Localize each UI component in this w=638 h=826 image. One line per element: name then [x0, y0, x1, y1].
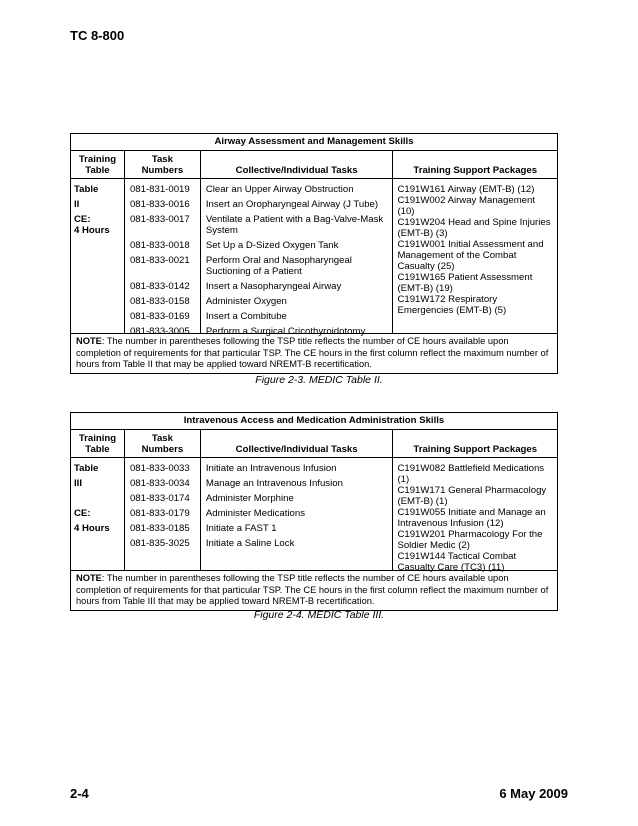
figure-caption: Figure 2-3. MEDIC Table II. — [255, 374, 383, 386]
note — [71, 571, 558, 611]
task-number: 081-833-0018 — [129, 240, 190, 251]
tasks-cell — [200, 179, 393, 337]
table-medic-iii — [70, 412, 558, 611]
table-title: Airway Assessment and Management Skills — [71, 134, 558, 151]
tsp-item: C191W055 Initiate and Manage an Intravenous Infusion (12) — [397, 507, 546, 529]
ce-label: CE: — [74, 214, 91, 225]
tasks-cell — [200, 458, 393, 571]
col-tasks: Collective/Individual Tasks — [200, 430, 393, 458]
table-label: Table — [74, 184, 99, 195]
task-name: Insert a Combitube — [205, 311, 287, 322]
task-number: 081-833-0034 — [129, 478, 190, 489]
task-number: 081-833-0017 — [129, 214, 190, 225]
task-name: Initiate a Saline Lock — [205, 538, 295, 549]
col-tasks: Collective/Individual Tasks — [200, 151, 393, 179]
tsp-item: C191W161 Airway (EMT-B) (12) — [397, 184, 535, 195]
table-medic-ii — [70, 133, 558, 374]
task-name: Administer Morphine — [205, 493, 294, 504]
task-name: Administer Oxygen — [205, 296, 287, 307]
task-number: 081-833-3005 — [129, 326, 190, 337]
task-number: 081-833-0185 — [129, 523, 190, 534]
table-title: Intravenous Access and Medication Administration Skills — [71, 413, 558, 430]
task-number: 081-835-3025 — [129, 538, 190, 549]
note — [71, 334, 558, 374]
note-text: : The number in parentheses following the TSP title reflects the number of CE hours available upon completion of requirements for that particular TSP. The CE hours in the first column reflect the maximum number of hours from Table II that may be applied toward NREMT-B recertification. — [76, 336, 549, 369]
col-training-table: Training Table — [71, 430, 125, 458]
task-name: Administer Medications — [205, 508, 306, 519]
publication-date: 6 May 2009 — [499, 786, 568, 801]
task-number: 081-833-0021 — [129, 255, 190, 266]
task-name: Manage an Intravenous Infusion — [205, 478, 343, 489]
tsp-item: C191W204 Head and Spine Injuries (EMT-B) (3) — [397, 217, 551, 239]
training-table-cell — [71, 179, 125, 334]
tsp-cell — [393, 458, 558, 571]
tsp-item: C191W171 General Pharmacology (EMT-B) (1) — [397, 485, 547, 507]
page-number: 2-4 — [70, 786, 89, 801]
tsp-item: C191W201 Pharmacology For the Soldier Medic (2) — [397, 529, 543, 551]
task-number: 081-833-0174 — [129, 493, 190, 504]
col-task-numbers: Task Numbers — [124, 430, 200, 458]
tsp-item: C191W165 Patient Assessment (EMT-B) (19) — [397, 272, 533, 294]
tsp-item: C191W002 Airway Management (10) — [397, 195, 536, 217]
table-number: II — [74, 199, 80, 210]
note-label: NOTE — [76, 336, 102, 346]
tsp-item: C191W144 Tactical Combat Casualty Care (TC3) (11) — [397, 551, 517, 573]
col-tsp: Training Support Packages — [393, 430, 558, 458]
ce-hours: 4 Hours — [74, 523, 110, 534]
tsp-item: C191W082 Battlefield Medications (1) — [397, 463, 545, 485]
task-name: Insert a Nasopharyngeal Airway — [205, 281, 342, 292]
task-name: Initiate an Intravenous Infusion — [205, 463, 337, 474]
note-label: NOTE — [76, 573, 102, 583]
document-id: TC 8-800 — [70, 28, 125, 43]
col-training-table: Training Table — [71, 151, 125, 179]
task-number: 081-833-0179 — [129, 508, 190, 519]
task-number: 081-833-0169 — [129, 311, 190, 322]
tsp-cell — [393, 179, 558, 334]
ce-label: CE: — [74, 508, 91, 519]
task-number: 081-833-0033 — [129, 463, 190, 474]
figure-caption: Figure 2-4. MEDIC Table III. — [253, 609, 385, 621]
task-name: Perform Oral and Nasopharyngeal Suctioning of a Patient — [205, 255, 352, 277]
tsp-item: C191W001 Initial Assessment and Management of the Combat Casualty (25) — [397, 239, 544, 272]
task-number: 081-833-0016 — [129, 199, 190, 210]
task-name: Set Up a D-Sized Oxygen Tank — [205, 240, 339, 251]
ce-hours: 4 Hours — [74, 225, 110, 236]
tsp-item: C191W172 Respiratory Emergencies (EMT-B) (5) — [397, 294, 507, 316]
task-number: 081-833-0158 — [129, 296, 190, 307]
task-name: Insert an Oropharyngeal Airway (J Tube) — [205, 199, 379, 210]
table-number: III — [74, 478, 82, 489]
table-label: Table — [74, 463, 99, 474]
col-task-numbers: Task Numbers — [124, 151, 200, 179]
col-tsp: Training Support Packages — [393, 151, 558, 179]
task-number: 081-833-0142 — [129, 281, 190, 292]
task-name: Perform a Surgical Cricothyroidotomy — [205, 326, 366, 337]
task-numbers-cell — [124, 179, 200, 337]
task-numbers-cell — [124, 458, 200, 571]
task-name: Clear an Upper Airway Obstruction — [205, 184, 354, 195]
task-name: Initiate a FAST 1 — [205, 523, 277, 534]
note-text: : The number in parentheses following the TSP title reflects the number of CE hours available upon completion of requirements for that particular TSP. The CE hours in the first column reflect the maximum number of hours from Table III that may be applied toward NREMT-B recertification. — [76, 573, 549, 606]
task-number: 081-831-0019 — [129, 184, 190, 195]
training-table-cell — [71, 458, 125, 571]
task-name: Ventilate a Patient with a Bag-Valve-Mask System — [205, 214, 384, 236]
